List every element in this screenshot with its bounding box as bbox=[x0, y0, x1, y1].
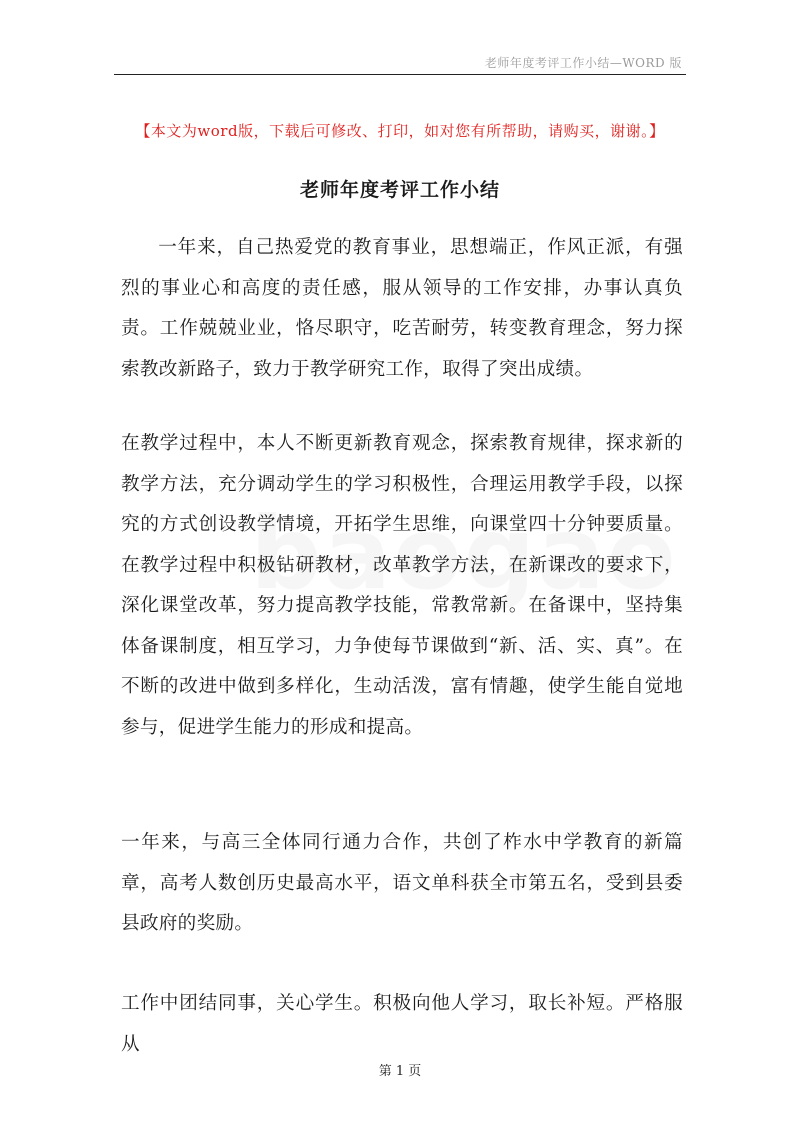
running-header: 老师年度考评工作小结—WORD 版 bbox=[484, 56, 682, 70]
body-paragraph: 工作中团结同事，关心学生。积极向他人学习，取长补短。严格服从 bbox=[121, 993, 683, 1055]
purchase-notice: 【本文为word版，下载后可修改、打印，如对您有所帮助，请购买，谢谢。】 bbox=[135, 122, 665, 140]
body-paragraph: 一年来，与高三全体同行通力合作，共创了柞水中学教育的新篇章，高考人数创历史最高水平，语文单科获全市第五名，受到县委县政府的奖励。 bbox=[121, 832, 683, 934]
body-paragraph: 一年来，自己热爱党的教育事业，思想端正，作风正派，有强烈的事业心和高度的责任感，服从领导的工作安排，办事认真负责。工作兢兢业业，恪尽职守，吃苦耐劳，转变教育理念，努力探索教改新路子，致力于教学研究工作，取得了突出成绩。 bbox=[121, 237, 683, 380]
header-divider bbox=[114, 74, 686, 75]
body-paragraph: 在教学过程中，本人不断更新教育观念，探索教育规律，探求新的教学方法，充分调动学生的学习积极性，合理运用教学手段，以探究的方式创设教学情境，开拓学生思维，向课堂四十分钟要质量。在教学过程中积极钻研教材，改革教学方法，在新课改的要求下，深化课堂改革，努力提高教学技能，常教常新。在备课中，坚持集体备课制度，相互学习，力争使每节课做到“新、活、实、真”。在不断的改进中做到多样化，生动活泼，富有情趣，使学生能自觉地参与，促进学生能力的形成和提高。 bbox=[121, 433, 683, 738]
document-title: 老师年度考评工作小结 bbox=[299, 179, 500, 201]
page-number: 第 1 页 bbox=[378, 1064, 422, 1079]
